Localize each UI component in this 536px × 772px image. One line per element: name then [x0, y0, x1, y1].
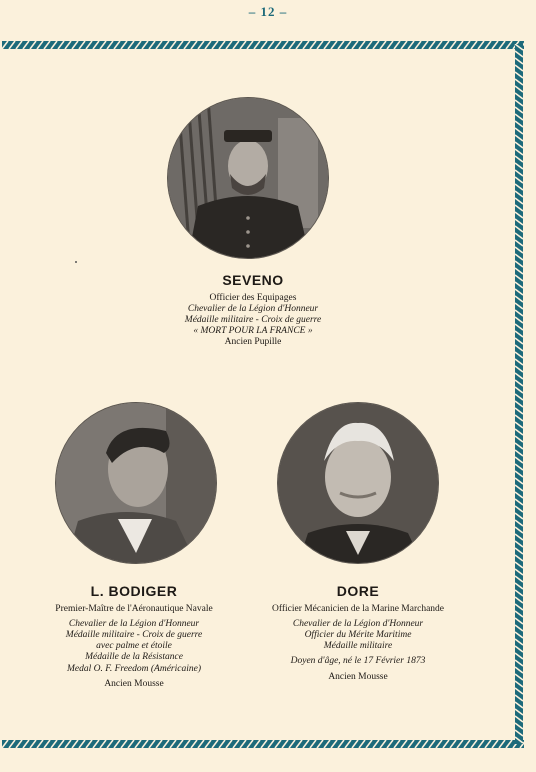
- honor-text: avec palme et étoile: [96, 641, 172, 652]
- caption-bodiger: [28, 583, 240, 690]
- person-name: SEVENO: [222, 272, 284, 288]
- origin-text: Ancien Mousse: [104, 678, 164, 689]
- honor-text: Médaille militaire - Croix de guerre: [184, 314, 322, 325]
- honor-text: Chevalier de la Légion d'Honneur: [187, 303, 319, 314]
- honor-text: « MORT POUR LA FRANCE »: [193, 326, 313, 337]
- rank-text: Officier des Equipages: [209, 292, 297, 303]
- honor-text: Medal O. F. Freedom (Américaine): [66, 663, 202, 674]
- origin-text: Ancien Pupille: [224, 337, 282, 348]
- honor-text: Chevalier de la Légion d'Honneur: [292, 618, 424, 629]
- caption-dore: [252, 583, 464, 683]
- honor-text: Officier du Mérite Maritime: [304, 629, 412, 640]
- rank-text: Officier Mécanicien de la Marine Marchande: [271, 603, 445, 614]
- honor-text: Chevalier de la Légion d'Honneur: [68, 618, 200, 629]
- caption-seveno: [148, 272, 358, 349]
- person-name: L. BODIGER: [90, 583, 178, 599]
- portrait-photo-bodiger: [56, 403, 216, 563]
- origin-text: Ancien Mousse: [328, 671, 388, 682]
- honor-text: Médaille de la Résistance: [85, 652, 183, 663]
- honor-text: Médaille militaire - Croix de guerre: [65, 629, 203, 640]
- rope-border-bottom: [2, 737, 524, 751]
- portrait-photo-dore: [278, 403, 438, 563]
- page-number: – 12 –: [248, 4, 288, 19]
- honor-text: Médaille militaire: [323, 641, 393, 652]
- portrait-photo-seveno: [168, 98, 328, 258]
- honor-text: Doyen d'âge, né le 17 Février 1873: [290, 656, 426, 667]
- rank-text: Premier-Maître de l'Aéronautique Navale: [55, 603, 213, 614]
- person-name: DORE: [336, 583, 380, 599]
- rope-border-top: [2, 38, 524, 52]
- rope-border-right: [512, 44, 526, 744]
- paper-speck: [75, 261, 77, 263]
